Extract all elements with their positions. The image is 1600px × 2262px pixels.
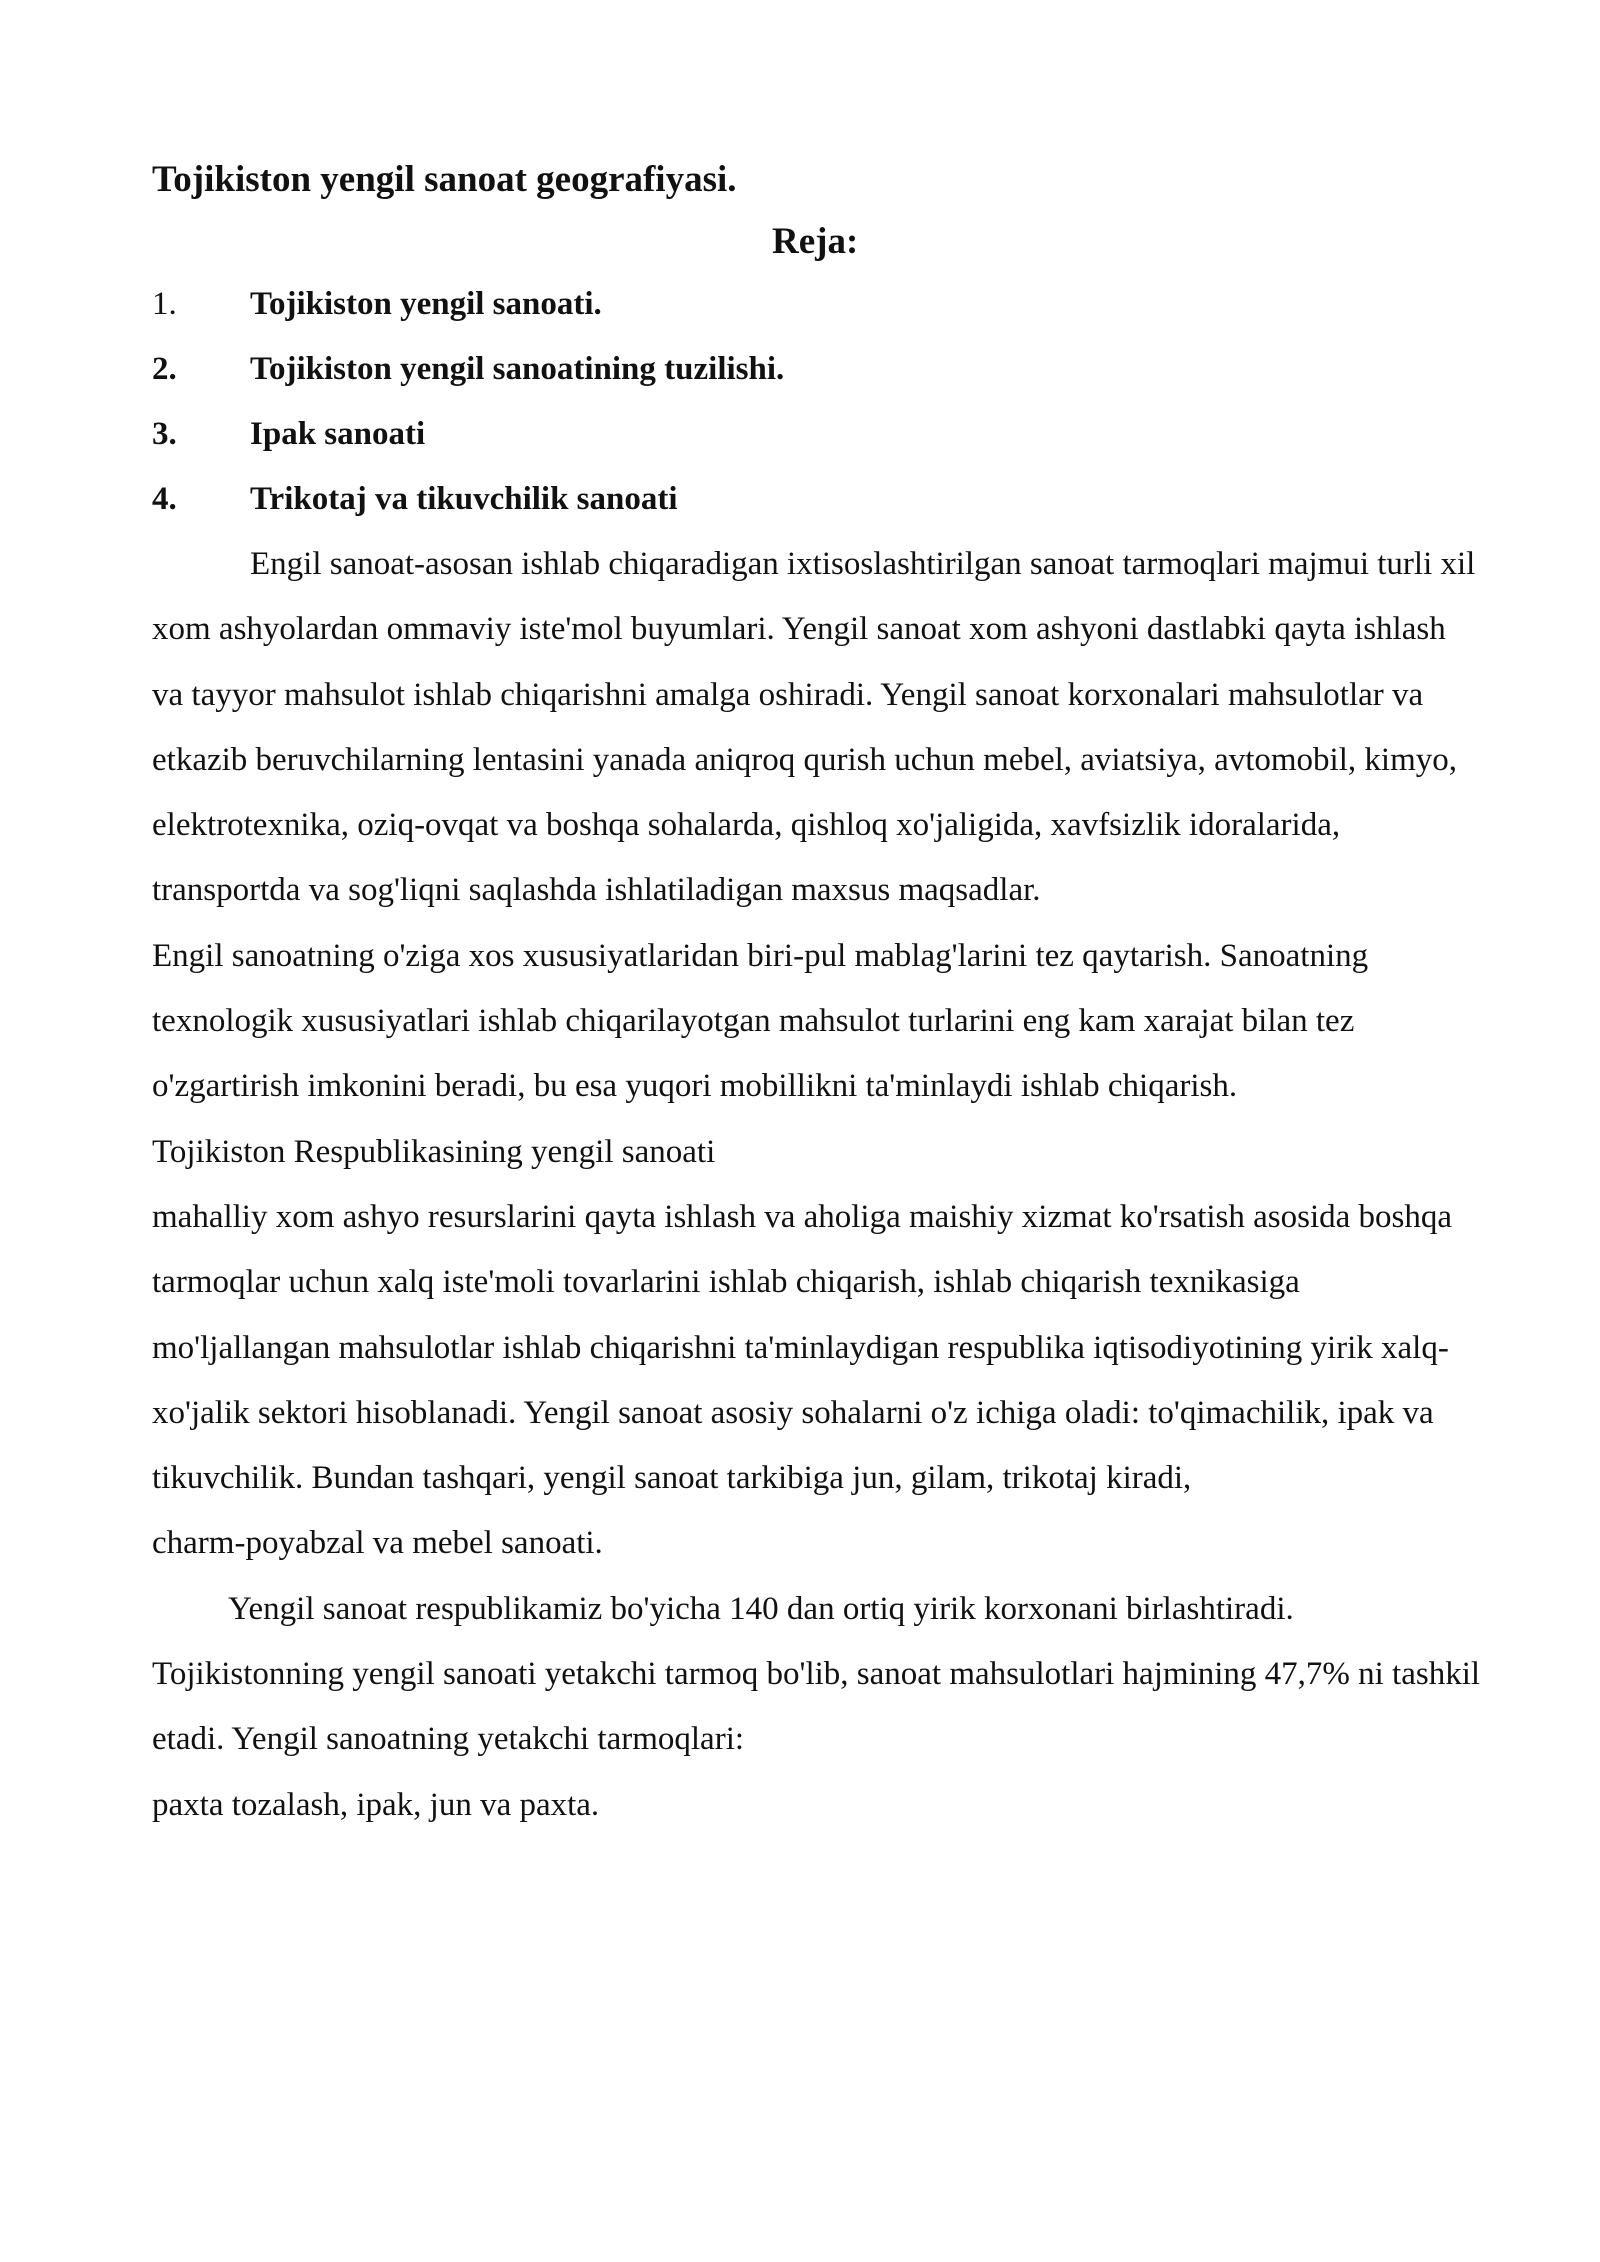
body-paragraph: paxta tozalash, ipak, jun va paxta. bbox=[152, 1786, 600, 1823]
body-paragraph: Yengil sanoat respublikamiz bo'yicha 140 dan ortiq yirik korxonani birlashtiradi. Tojikistonning yengil sanoati yetakchi tarmoq bo'lib, sanoat mahsulotlari hajmining 47,7% ni tashkil etadi. Yengil sanoatning yetakchi tarmoqlari: bbox=[152, 1590, 1481, 1758]
plan-item-number: 3. bbox=[152, 416, 177, 452]
plan-item bbox=[152, 337, 1482, 402]
body-paragraph: charm-poyabzal va mebel sanoati. bbox=[152, 1525, 603, 1562]
body-paragraph: Engil sanoatning o'ziga xos xususiyatlaridan biri-pul mablag'larini tez qaytarish. Sanoatning texnologik xususiyatlari ishlab chiqarilayotgan mahsulot turlarini eng kam xarajat bilan tez o'zgartirish imkonini beradi, bu esa yuqori mobillikni ta'minlaydi ishlab chiqarish. bbox=[152, 937, 1369, 1105]
body-paragraph: Tojikiston Respublikasining yengil sanoati bbox=[152, 1133, 716, 1170]
plan-item-number: 1. bbox=[152, 286, 177, 322]
plan-heading: Reja: bbox=[772, 221, 859, 262]
document-page bbox=[152, 150, 1482, 1838]
body-paragraph: Engil sanoat-asosan ishlab chiqaradigan ixtisoslashtirilgan sanoat tarmoqlari majmui turli xil xom ashyolardan ommaviy iste'mol buyumlari. Yengil sanoat xom ashyoni dastlabki qayta ishlash va tayyor mahsulot ishlab chiqarishni amalga oshiradi. Yengil sanoat korxonalari mahsulotlar va etkazib beruvchilarning lentasini yanada aniqroq qurish uchun mebel, aviatsiya, avtomobil, kimyo, elektrotexnika, oziq-ovqat va boshqa sohalarda, qishloq xo'jaligida, xavfsizlik idoralarida, transportda va sog'liqni saqlashda ishlatiladigan maxsus maqsadlar. bbox=[152, 546, 1476, 909]
plan-list bbox=[152, 272, 1482, 532]
plan-item bbox=[152, 272, 1482, 337]
plan-item-text: Ipak sanoati bbox=[250, 416, 426, 452]
plan-item-text: Tojikiston yengil sanoati. bbox=[250, 286, 602, 322]
document-title: Tojikiston yengil sanoat geografiyasi. bbox=[152, 159, 737, 200]
plan-item bbox=[152, 402, 1482, 467]
plan-item-text: Trikotaj va tikuvchilik sanoati bbox=[250, 481, 678, 517]
plan-item-number: 4. bbox=[152, 481, 177, 517]
plan-item bbox=[152, 467, 1482, 532]
plan-item-number: 2. bbox=[152, 351, 177, 387]
plan-item-text: Tojikiston yengil sanoatining tuzilishi. bbox=[250, 351, 785, 387]
body-paragraph: mahalliy xom ashyo resurslarini qayta ishlash va aholiga maishiy xizmat ko'rsatish asosida boshqa tarmoqlar uchun xalq iste'moli tovarlarini ishlab chiqarish, ishlab chiqarish texnikasiga mo'ljallangan mahsulotlar ishlab chiqarishni ta'minlaydigan respublika iqtisodiyotining yirik xalq-xo'jalik sektori hisoblanadi. Yengil sanoat asosiy sohalarni o'z ichiga oladi: to'qimachilik, ipak va tikuvchilik. Bundan tashqari, yengil sanoat tarkibiga jun, gilam, trikotaj kiradi, bbox=[152, 1198, 1453, 1497]
